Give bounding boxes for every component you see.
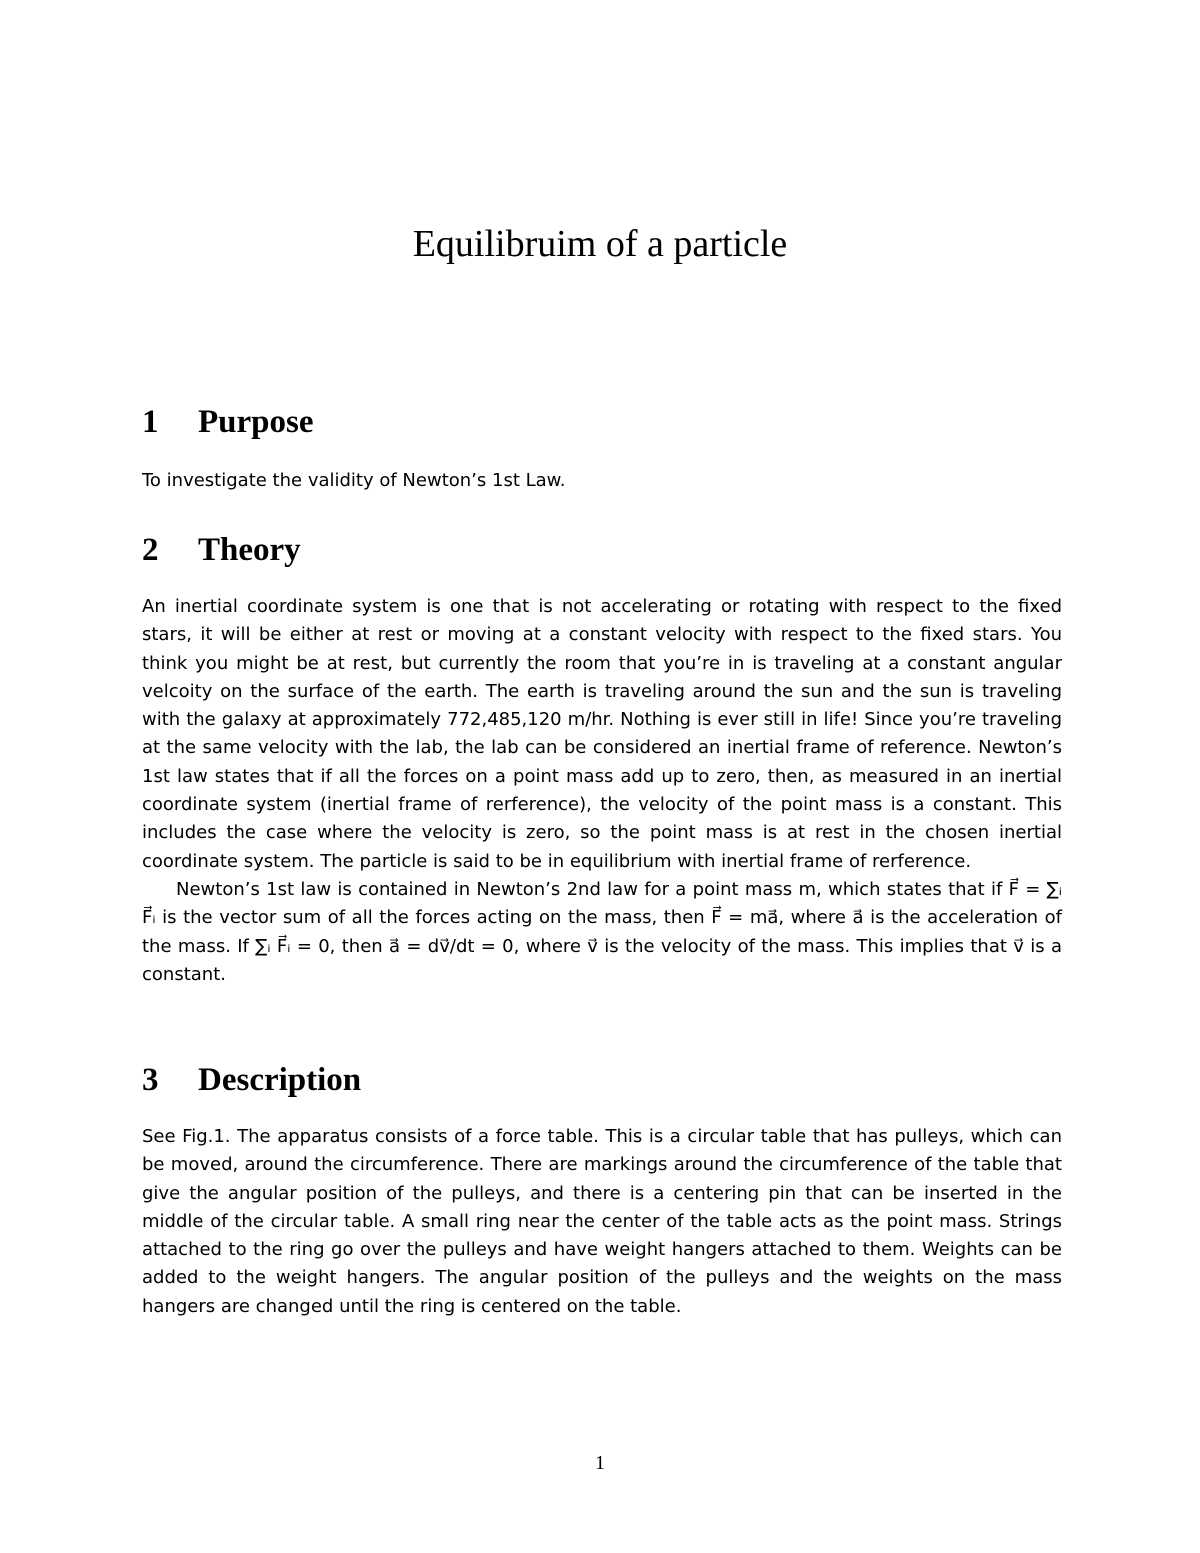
section-theory (142, 530, 1062, 989)
section-number: 3 (142, 1062, 159, 1098)
section-heading (142, 402, 1062, 442)
section-heading (142, 1060, 1062, 1100)
section-heading (142, 530, 1062, 570)
section-title: Description (198, 1062, 362, 1098)
section-title: Purpose (198, 404, 314, 440)
paragraph: An inertial coordinate system is one that is not accelerating or rotating with respect to the fixed stars, it will be either at rest or moving at a constant velocity with respect to the fixed stars. You think you might be at rest, but currently the room that you’re in is traveling at a constant angular velcoity on the surface of the earth. The earth is traveling around the sun and the sun is traveling with the galaxy at approximately 772,485,120 m/hr. Nothing is ever still in life! Since you’re traveling at the same velocity with the lab, the lab can be considered an inertial frame of reference. Newton’s 1st law states that if all the forces on a point mass add up to zero, then, as measured in an inertial coordinate system (inertial frame of rerference), the velocity of the point mass is a constant. This includes the case where the velocity is zero, so the point mass is at rest in the chosen inertial coordinate system. The particle is said to be in equilibrium with inertial frame of rerference. (142, 596, 1062, 872)
section-number: 2 (142, 532, 159, 568)
section-description (142, 1060, 1062, 1321)
section-title: Theory (198, 532, 301, 568)
page-number: 1 (595, 1452, 605, 1474)
section-number: 1 (142, 404, 159, 440)
paragraph: See Fig.1. The apparatus consists of a force table. This is a circular table that has pulleys, which can be moved, around the circumference. There are markings around the circumference of the table that give the angular position of the pulleys, and there is a centering pin that can be inserted in the middle of the circular table. A small ring near the center of the table acts as the point mass. Strings attached to the ring go over the pulleys and have weight hangers attached to them. Weights can be added to the weight hangers. The angular position of the pulleys and the weights on the mass hangers are changed until the ring is centered on the table. (142, 1126, 1062, 1317)
paragraph: To investigate the validity of Newton’s 1st Law. (142, 470, 566, 491)
document-title: Equilibruim of a particle (412, 223, 788, 265)
section-purpose (142, 402, 1062, 495)
paragraph: Newton’s 1st law is contained in Newton’s 2nd law for a point mass m, which states that if F⃗ = ∑ᵢ F⃗ᵢ is the vector sum of all the forces acting on the mass, then F⃗ = ma⃗, where a⃗ is the acceleration of the mass. If ∑ᵢ F⃗ᵢ = 0, then a⃗ = dv⃗/dt = 0, where v⃗ is the velocity of the mass. This implies that v⃗ is a constant. (142, 878, 1062, 985)
